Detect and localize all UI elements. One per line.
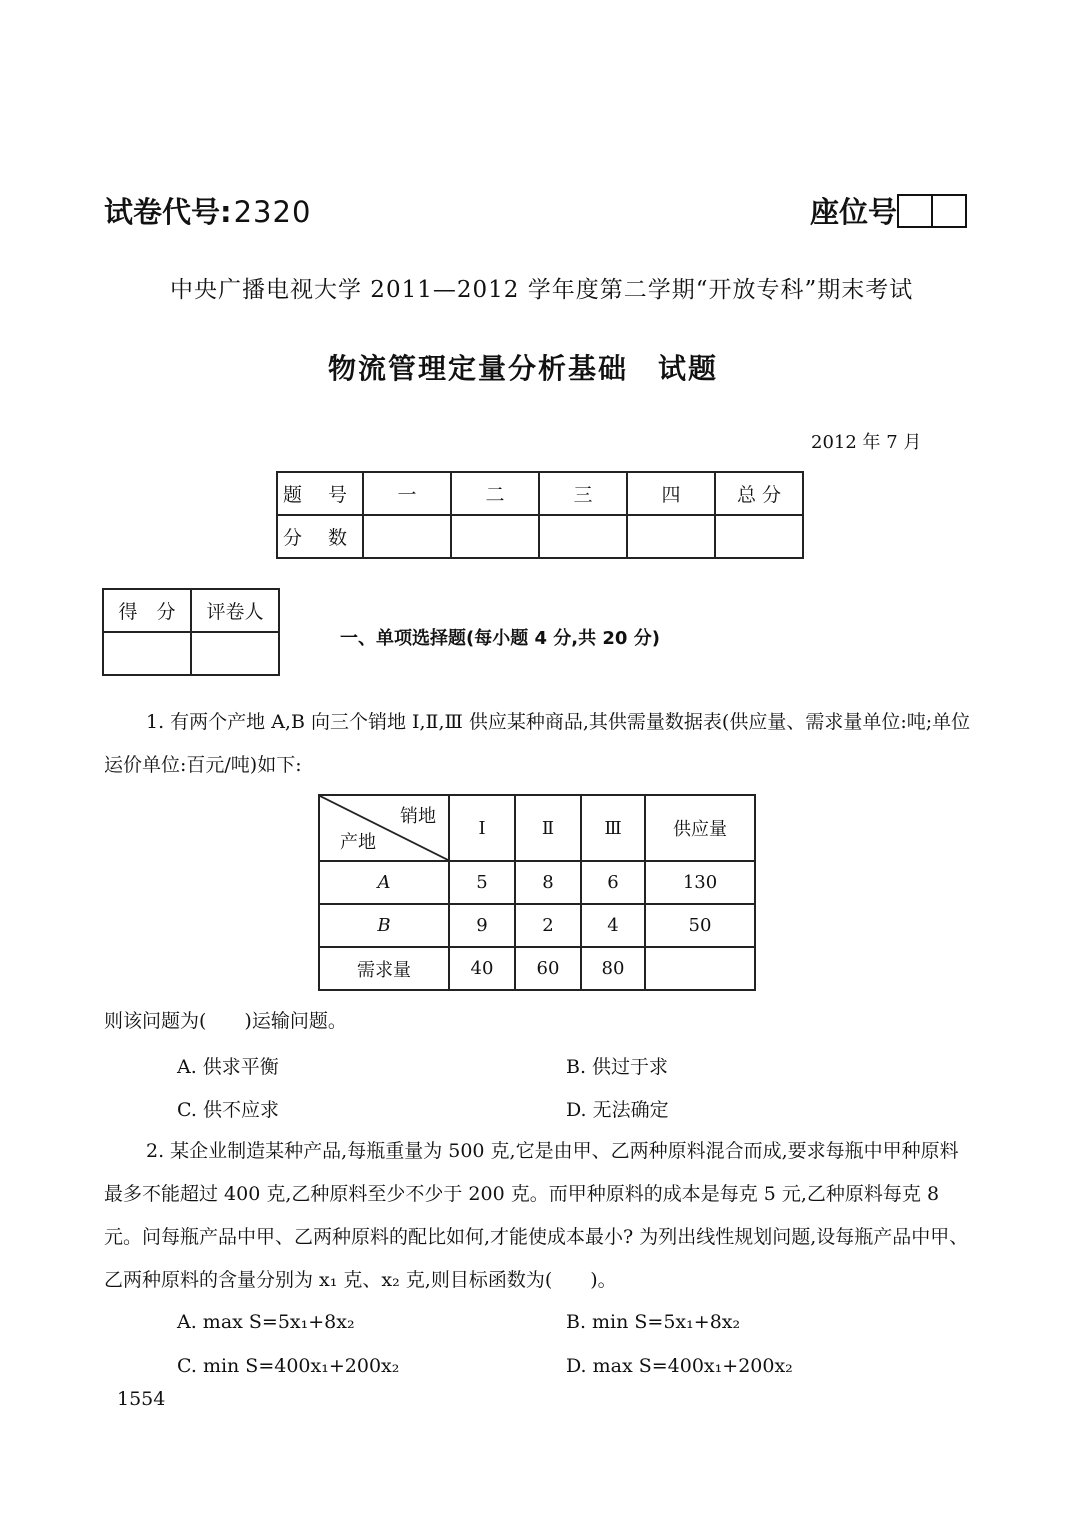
q1-option-d[interactable]: D. 无法确定 [566,1099,669,1121]
subject-title: 物流管理定量分析基础 试题 [328,352,719,385]
seat-box-1[interactable] [897,194,933,228]
seat-number-label: 座位号 [810,195,898,229]
section-title: 一、单项选择题(每小题 4 分,共 20 分) [340,628,660,649]
score-entry-cell[interactable] [363,515,451,558]
diagonal-header-cell [319,795,449,861]
paper-code-label: 试卷代号: [104,195,232,229]
row-label: A [319,861,449,904]
table-cell: 2 [515,904,581,947]
paper-code [104,190,311,231]
table-cell: 5 [449,861,515,904]
column-header: 供应量 [645,795,755,861]
table-cell: 60 [515,947,581,990]
column-header: Ⅰ [449,795,515,861]
score-table-cell: 总 分 [715,472,803,515]
table-cell: 8 [515,861,581,904]
table-cell: 80 [581,947,645,990]
q1-option-c[interactable]: C. 供不应求 [177,1099,279,1121]
score-table-cell: 三 [539,472,627,515]
table-row [319,861,755,904]
table-row [319,947,755,990]
table-row [319,904,755,947]
score-table [276,471,804,559]
table-cell: 4 [581,904,645,947]
score-table-cell: 分 数 [277,515,363,558]
grader-table-header: 得 分 [103,589,191,632]
q1-option-a[interactable]: A. 供求平衡 [177,1056,279,1078]
exam-date: 2012 年 7 月 [811,432,922,453]
exam-heading: 中央广播电视大学 2011—2012 学年度第二学期“开放专科”期末考试 [170,277,914,303]
row-label: 需求量 [319,947,449,990]
column-header: Ⅱ [515,795,581,861]
seat-number [810,190,967,231]
grader-table-header: 评卷人 [191,589,279,632]
paper-code-value: 2320 [233,195,312,229]
q1-option-b[interactable]: B. 供过于求 [566,1056,669,1078]
table-cell: 6 [581,861,645,904]
table-cell: 9 [449,904,515,947]
row-label: B [319,904,449,947]
table-cell: 50 [645,904,755,947]
score-table-header-row [277,472,803,515]
score-entry-cell[interactable] [627,515,715,558]
score-entry-cell[interactable] [451,515,539,558]
q2-option-a[interactable]: A. max S=5x₁+8x₂ [177,1311,355,1333]
question-1-stem: 则该问题为( )运输问题。 [104,1010,347,1032]
score-table-cell: 一 [363,472,451,515]
score-table-cell: 题 号 [277,472,363,515]
score-entry-cell[interactable] [715,515,803,558]
score-table-cell: 二 [451,472,539,515]
supply-demand-table [318,794,756,991]
page-number: 1554 [117,1388,166,1410]
question-2-text: 2. 某企业制造某种产品,每瓶重量为 500 克,它是由甲、乙两种原料混合而成,要求每瓶中甲种原料最多不能超过 400 克,乙种原料至少不少于 200 克。而甲种原料的成本是每克 5 元,乙种原料每克 8 元。问每瓶产品中甲、乙两种原料的配比如何,才能使成本最小? 为列出线性规划问题,设每瓶产品中甲、乙两种原料的含量分别为 x₁ 克、x₂ 克,则目标函数为( )。 [104,1140,969,1291]
table-cell: 130 [645,861,755,904]
origin-header: 产地 [340,832,376,853]
table-cell: 40 [449,947,515,990]
score-entry-cell[interactable] [539,515,627,558]
q2-option-c[interactable]: C. min S=400x₁+200x₂ [177,1355,400,1377]
question-1-text: 1. 有两个产地 A,B 向三个销地 Ⅰ,Ⅱ,Ⅲ 供应某种商品,其供需量数据表(供应量、需求量单位:吨;单位运价单位:百元/吨)如下: [104,711,971,776]
q2-option-d[interactable]: D. max S=400x₁+200x₂ [566,1355,793,1377]
destination-header: 销地 [400,806,436,827]
column-header: Ⅲ [581,795,645,861]
seat-box-2[interactable] [933,194,967,228]
q2-option-b[interactable]: B. min S=5x₁+8x₂ [566,1311,741,1333]
table-cell [645,947,755,990]
grader-score-cell[interactable] [103,632,191,675]
grader-table [102,588,280,676]
score-table-cell: 四 [627,472,715,515]
grader-name-cell[interactable] [191,632,279,675]
score-table-score-row [277,515,803,558]
